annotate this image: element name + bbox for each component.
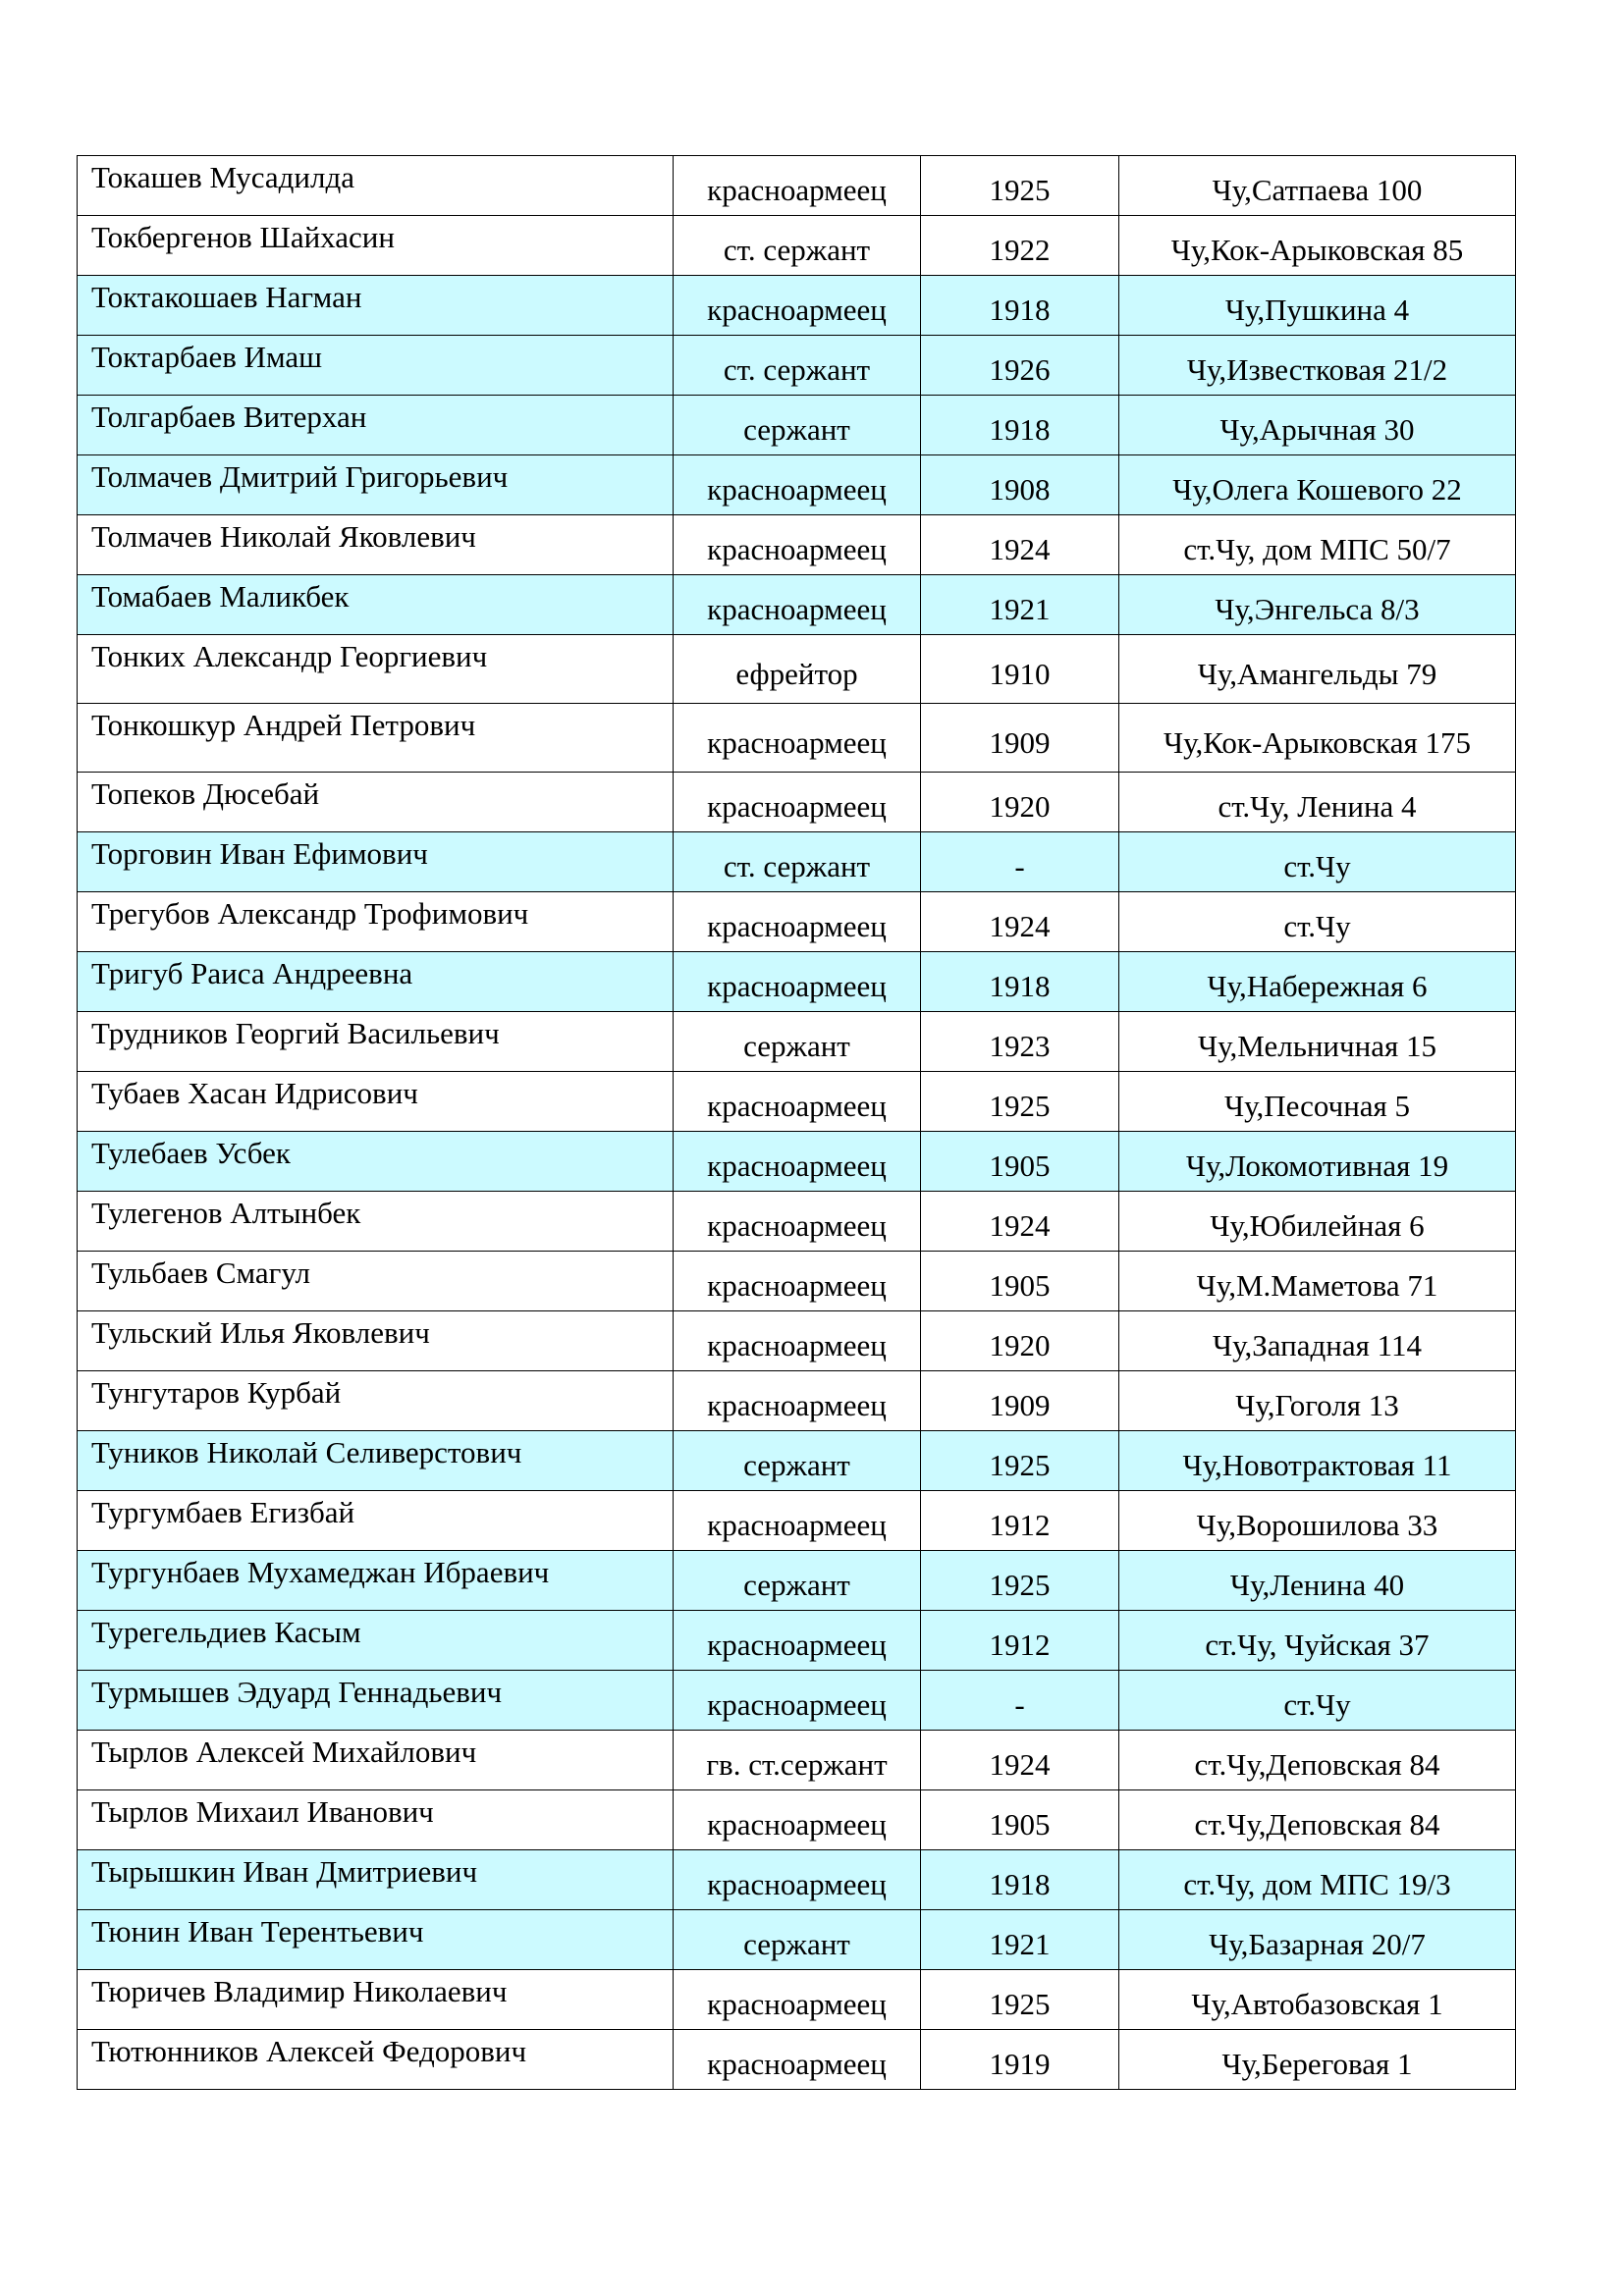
name-cell: Тюнин Иван Терентьевич xyxy=(78,1910,674,1970)
address-cell: ст.Чу, дом МПС 19/3 xyxy=(1119,1850,1516,1910)
birth-year-cell: 1924 xyxy=(921,1192,1119,1252)
table-row xyxy=(78,216,1516,276)
rank-cell: сержант xyxy=(674,1910,921,1970)
table-row xyxy=(78,1252,1516,1311)
name-cell: Торговин Иван Ефимович xyxy=(78,832,674,892)
address-cell: ст.Чу xyxy=(1119,1671,1516,1731)
birth-year-cell: 1926 xyxy=(921,336,1119,396)
rank-cell: красноармеец xyxy=(674,1611,921,1671)
name-cell: Тютюнников Алексей Федорович xyxy=(78,2030,674,2090)
birth-year-cell: 1923 xyxy=(921,1012,1119,1072)
address-cell: Чу,Береговая 1 xyxy=(1119,2030,1516,2090)
table-row xyxy=(78,1491,1516,1551)
address-cell: Чу,Новотрактовая 11 xyxy=(1119,1431,1516,1491)
table-row xyxy=(78,892,1516,952)
birth-year-cell: 1925 xyxy=(921,1431,1119,1491)
rank-cell: ст. сержант xyxy=(674,336,921,396)
birth-year-cell: 1925 xyxy=(921,1970,1119,2030)
address-cell: ст.Чу,Деповская 84 xyxy=(1119,1790,1516,1850)
address-cell: ст.Чу, Чуйская 37 xyxy=(1119,1611,1516,1671)
birth-year-cell: 1924 xyxy=(921,1731,1119,1790)
address-cell: Чу,Сатпаева 100 xyxy=(1119,156,1516,216)
name-cell: Токтарбаев Имаш xyxy=(78,336,674,396)
address-cell: ст.Чу, Ленина 4 xyxy=(1119,773,1516,832)
table-row xyxy=(78,515,1516,575)
rank-cell: ст. сержант xyxy=(674,832,921,892)
birth-year-cell: 1905 xyxy=(921,1132,1119,1192)
table-row xyxy=(78,336,1516,396)
rank-cell: сержант xyxy=(674,1431,921,1491)
name-cell: Тырлов Алексей Михайлович xyxy=(78,1731,674,1790)
name-cell: Токбергенов Шайхасин xyxy=(78,216,674,276)
table-row xyxy=(78,575,1516,635)
birth-year-cell: 1910 xyxy=(921,635,1119,704)
name-cell: Турмышев Эдуард Геннадьевич xyxy=(78,1671,674,1731)
name-cell: Тубаев Хасан Идрисович xyxy=(78,1072,674,1132)
name-cell: Тонкошкур Андрей Петрович xyxy=(78,704,674,773)
rank-cell: красноармеец xyxy=(674,704,921,773)
name-cell: Толмачев Николай Яковлевич xyxy=(78,515,674,575)
birth-year-cell: 1909 xyxy=(921,1371,1119,1431)
birth-year-cell: 1905 xyxy=(921,1252,1119,1311)
birth-year-cell: 1922 xyxy=(921,216,1119,276)
address-cell: ст.Чу xyxy=(1119,832,1516,892)
rank-cell: красноармеец xyxy=(674,892,921,952)
table-row xyxy=(78,396,1516,455)
rank-cell: красноармеец xyxy=(674,2030,921,2090)
table-row xyxy=(78,1431,1516,1491)
table-row xyxy=(78,1731,1516,1790)
address-cell: Чу,Западная 114 xyxy=(1119,1311,1516,1371)
table-row xyxy=(78,1371,1516,1431)
address-cell: Чу,Ворошилова 33 xyxy=(1119,1491,1516,1551)
name-cell: Тунгутаров Курбай xyxy=(78,1371,674,1431)
birth-year-cell: 1920 xyxy=(921,1311,1119,1371)
name-cell: Тырышкин Иван Дмитриевич xyxy=(78,1850,674,1910)
rank-cell: красноармеец xyxy=(674,1671,921,1731)
birth-year-cell: 1918 xyxy=(921,276,1119,336)
table-row xyxy=(78,1551,1516,1611)
table-row xyxy=(78,773,1516,832)
table-row xyxy=(78,1072,1516,1132)
name-cell: Тюричев Владимир Николаевич xyxy=(78,1970,674,2030)
address-cell: Чу,Пушкина 4 xyxy=(1119,276,1516,336)
address-cell: Чу,Амангельды 79 xyxy=(1119,635,1516,704)
name-cell: Токашев Мусадилда xyxy=(78,156,674,216)
name-cell: Тырлов Михаил Иванович xyxy=(78,1790,674,1850)
birth-year-cell: 1918 xyxy=(921,396,1119,455)
address-cell: Чу,Юбилейная 6 xyxy=(1119,1192,1516,1252)
address-cell: Чу,Мельничная 15 xyxy=(1119,1012,1516,1072)
birth-year-cell: 1909 xyxy=(921,704,1119,773)
table-row xyxy=(78,2030,1516,2090)
name-cell: Томабаев Маликбек xyxy=(78,575,674,635)
birth-year-cell: 1919 xyxy=(921,2030,1119,2090)
table-row xyxy=(78,1790,1516,1850)
address-cell: ст.Чу,Деповская 84 xyxy=(1119,1731,1516,1790)
rank-cell: красноармеец xyxy=(674,1072,921,1132)
birth-year-cell: - xyxy=(921,1671,1119,1731)
address-cell: Чу,Локомотивная 19 xyxy=(1119,1132,1516,1192)
name-cell: Тургунбаев Мухамеджан Ибраевич xyxy=(78,1551,674,1611)
birth-year-cell: 1918 xyxy=(921,1850,1119,1910)
address-cell: Чу,Ленина 40 xyxy=(1119,1551,1516,1611)
birth-year-cell: 1921 xyxy=(921,575,1119,635)
name-cell: Толгарбаев Витерхан xyxy=(78,396,674,455)
table-row xyxy=(78,952,1516,1012)
rank-cell: красноармеец xyxy=(674,952,921,1012)
name-cell: Турегельдиев Касым xyxy=(78,1611,674,1671)
address-cell: Чу,Автобазовская 1 xyxy=(1119,1970,1516,2030)
birth-year-cell: 1924 xyxy=(921,515,1119,575)
table-row xyxy=(78,1311,1516,1371)
address-cell: Чу,Гоголя 13 xyxy=(1119,1371,1516,1431)
address-cell: Чу,Песочная 5 xyxy=(1119,1072,1516,1132)
birth-year-cell: 1918 xyxy=(921,952,1119,1012)
table-row xyxy=(78,276,1516,336)
name-cell: Тулегенов Алтынбек xyxy=(78,1192,674,1252)
table-row xyxy=(78,635,1516,704)
rank-cell: красноармеец xyxy=(674,1790,921,1850)
name-cell: Тульский Илья Яковлевич xyxy=(78,1311,674,1371)
address-cell: ст.Чу, дом МПС 50/7 xyxy=(1119,515,1516,575)
name-cell: Топеков Дюсебай xyxy=(78,773,674,832)
rank-cell: красноармеец xyxy=(674,156,921,216)
rank-cell: красноармеец xyxy=(674,1491,921,1551)
rank-cell: красноармеец xyxy=(674,1850,921,1910)
birth-year-cell: 1912 xyxy=(921,1611,1119,1671)
rank-cell: красноармеец xyxy=(674,1132,921,1192)
birth-year-cell: 1908 xyxy=(921,455,1119,515)
name-cell: Туников Николай Селиверстович xyxy=(78,1431,674,1491)
rank-cell: красноармеец xyxy=(674,1371,921,1431)
table-row xyxy=(78,156,1516,216)
table-row xyxy=(78,1012,1516,1072)
rank-cell: красноармеец xyxy=(674,1311,921,1371)
name-cell: Тульбаев Смагул xyxy=(78,1252,674,1311)
address-cell: Чу,Арычная 30 xyxy=(1119,396,1516,455)
table-row xyxy=(78,1970,1516,2030)
table-row xyxy=(78,832,1516,892)
address-cell: ст.Чу xyxy=(1119,892,1516,952)
roster-table-body xyxy=(78,156,1516,2090)
name-cell: Тригуб Раиса Андреевна xyxy=(78,952,674,1012)
rank-cell: сержант xyxy=(674,1551,921,1611)
table-row xyxy=(78,1611,1516,1671)
name-cell: Толмачев Дмитрий Григорьевич xyxy=(78,455,674,515)
name-cell: Тонких Александр Георгиевич xyxy=(78,635,674,704)
name-cell: Трудников Георгий Васильевич xyxy=(78,1012,674,1072)
rank-cell: красноармеец xyxy=(674,1252,921,1311)
table-row xyxy=(78,1850,1516,1910)
address-cell: Чу,Энгельса 8/3 xyxy=(1119,575,1516,635)
birth-year-cell: 1925 xyxy=(921,1551,1119,1611)
rank-cell: ст. сержант xyxy=(674,216,921,276)
address-cell: Чу,Олега Кошевого 22 xyxy=(1119,455,1516,515)
birth-year-cell: 1924 xyxy=(921,892,1119,952)
address-cell: Чу,Кок-Арыковская 175 xyxy=(1119,704,1516,773)
address-cell: Чу,Набережная 6 xyxy=(1119,952,1516,1012)
table-row xyxy=(78,1132,1516,1192)
rank-cell: сержант xyxy=(674,1012,921,1072)
name-cell: Токтакошаев Нагман xyxy=(78,276,674,336)
rank-cell: красноармеец xyxy=(674,1192,921,1252)
name-cell: Тургумбаев Егизбай xyxy=(78,1491,674,1551)
rank-cell: красноармеец xyxy=(674,773,921,832)
birth-year-cell: - xyxy=(921,832,1119,892)
name-cell: Тулебаев Усбек xyxy=(78,1132,674,1192)
rank-cell: ефрейтор xyxy=(674,635,921,704)
rank-cell: красноармеец xyxy=(674,1970,921,2030)
rank-cell: красноармеец xyxy=(674,455,921,515)
document-page xyxy=(77,155,1515,2090)
address-cell: Чу,Базарная 20/7 xyxy=(1119,1910,1516,1970)
rank-cell: красноармеец xyxy=(674,515,921,575)
rank-cell: красноармеец xyxy=(674,575,921,635)
table-row xyxy=(78,1192,1516,1252)
address-cell: Чу,М.Маметова 71 xyxy=(1119,1252,1516,1311)
name-cell: Трегубов Александр Трофимович xyxy=(78,892,674,952)
rank-cell: сержант xyxy=(674,396,921,455)
address-cell: Чу,Известковая 21/2 xyxy=(1119,336,1516,396)
rank-cell: красноармеец xyxy=(674,276,921,336)
birth-year-cell: 1921 xyxy=(921,1910,1119,1970)
table-row xyxy=(78,1910,1516,1970)
table-row xyxy=(78,455,1516,515)
address-cell: Чу,Кок-Арыковская 85 xyxy=(1119,216,1516,276)
birth-year-cell: 1905 xyxy=(921,1790,1119,1850)
rank-cell: гв. ст.сержант xyxy=(674,1731,921,1790)
roster-table xyxy=(77,155,1516,2090)
table-row xyxy=(78,1671,1516,1731)
birth-year-cell: 1920 xyxy=(921,773,1119,832)
table-row xyxy=(78,704,1516,773)
birth-year-cell: 1925 xyxy=(921,156,1119,216)
birth-year-cell: 1925 xyxy=(921,1072,1119,1132)
birth-year-cell: 1912 xyxy=(921,1491,1119,1551)
